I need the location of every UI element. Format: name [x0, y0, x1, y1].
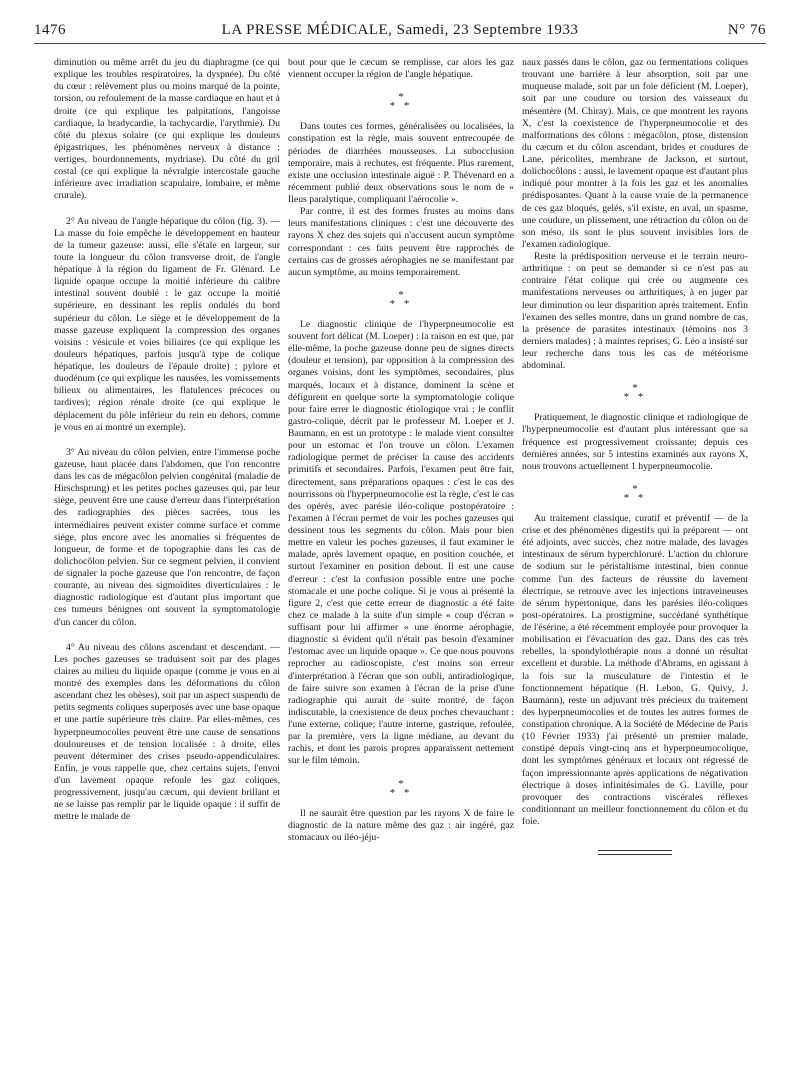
- paragraph: Pratiquement, le diagnostic clinique et radiologique de l'hyperpneumocolie est d'autant plus intéressant que sa fréquence est progressivement croissante; depuis ces dernières années, sur 5 intestins examinés aux rayons X, nous trouvons actuellement 1 hyperpneumocolie.: [522, 412, 748, 472]
- section-separator: * * *: [389, 91, 413, 113]
- column-left: [54, 57, 280, 1057]
- paragraph: naux passés dans le côlon, gaz ou fermentations coliques trouvant une barrière à leur absorption, soit par une muqueuse malade, soit par un foie déficient (M. Loeper), soit par une coudure ou torsion des vaisseaux du mésentère (M. Chiray). Mais, ce que montrent les rayons X, c'est la coexistence de l'hyperpneumocolie et des malformations des côlons : mégacôlon, ptose, distension du cæcum et du côlon ascendant, brides et coudures de Lane, péricolites, membrane de Jackson, et surtout, dolichocôlons : aussi, le lavement opaque est d'autant plus indiqué pour montrer à la fois les gaz et les anomalies prédisposantes. Quant à la cause vraie de la permanence de ces gaz bloqués, gelés, s'il existe, en aval, un spasme, une coudure, un plissement, une rétraction du côlon ou de son méso, ils sont le plus souvent invisibles lors de l'examen radiologique.: [522, 57, 748, 250]
- paragraph: Le diagnostic clinique de l'hyperpneumocolie est souvent fort délicat (M. Loeper) : la raison en est que, par elle-même, la poche gazeuse donne peu de signes directs (douleur et tension), par opposition à la compression des organes voisins, dont les symptômes, secondaires, plus marqués, locaux et à distance, dominent la scène et défigurent en quelque sorte la symptomatologie colique pour faire errer le diagnostic étiologique vrai ; le conflit gastro-colique, décrit par le professeur M. Loeper et J. Baumann, en est un prototype : le malade vient consulter pour un estomac et l'on trouve un côlon. L'examen radiologique permet de préciser la cause des accidents primitifs et secondaires. Parfois, l'examen peut être fait, directement, sans préparations opaques : c'est le cas des nourrissons où l'hyperpneumocolie est la règle, c'est le cas des opérés, avec parésie iléo-colique postopératoire : l'examen à l'écran permet de voir les poches gazeuses qui dessinent tous les segments du côlon. Mais pour bien mettre en valeur les poches gazeuses, il faut examiner le malade, après lavement opaque, en position couchée, et surtout l'examiner en position debout. Il est une cause d'erreur : c'est la confusion possible entre une poche stomacale et une poche colique. Si je vous ai présenté la figure 2, c'est que cette erreur de diagnostic a été faite chez ce malade à la suite d'un simple « coup d'écran » suffisant pour lui affirmer « une énorme aérophagie, diagnostic si évident qu'il n'était pas besoin d'examiner l'estomac avec un liquide opaque ». Ce que nous pouvons reprocher au radioscopiste, c'est moins son erreur d'interprétation à l'écran que son oubli, antiradiologique, de faire suivre son examen à l'écran de la prise d'une radiographie qui aurait de suite montré, de façon indiscutable, la coexistence de deux poches chevauchant : l'une externe, colique; l'autre interne, gastrique, refoulée, par la première, vers la ligne médiane, au devant du rachis, et dont les parois propres apparaissent nettement sur le film témoin.: [288, 318, 514, 767]
- header-rule: [34, 43, 766, 44]
- column-middle: [288, 57, 514, 1057]
- column-right: [522, 57, 748, 1057]
- paragraph: bout pour que le cæcum se remplisse, car alors les gaz viennent occuper la région de l'angle hépatique.: [288, 57, 514, 81]
- page-header: [34, 22, 766, 40]
- section-separator: * * *: [623, 382, 647, 404]
- paragraph: Dans toutes ces formes, généralisées ou localisées, la constipation est la règle, mais souvent entrecoupée de périodes de diarrhées mousseuses. La subocclusion temporaire, mais à rechutes, est fréquente. Plus rarement, existe une occlusion intestinale aiguë : P. Thévenard en a récemment publié deux observations sous le nom de « Ileus paralytique, compliquant l'aérocolie ».: [288, 121, 514, 205]
- publication-title: LA PRESSE MÉDICALE, Samedi, 23 Septembre 1933: [221, 22, 579, 38]
- paragraph: diminution ou même arrêt du jeu du diaphragme (ce qui explique les troubles respiratoires, la dyspnée). Du côté du cœur : relèvement plus ou moins marqué de la pointe, torsion, ou refoulement de la masse cardiaque en haut et à droite (ce qui explique les palpitations, l'angoisse cardiaque, la bradycardie, la tachycardie, l'arythmie). Du côté du plexus solaire (ce qui explique les douleurs épigastriques, les phénomènes nerveux à distance : vertiges, bourdonnements, mydriase). Du côté du gril costal (ce qui explique la névralgie intercostale gauche inférieure avec irradiation scapulaire, lombaire, et même crurale).: [54, 57, 280, 202]
- paragraph: 3° Au niveau du côlon pelvien, entre l'immense poche gazeuse, haut placée dans l'abdomen, que l'on rencontre dans les cas de mégacôlon pelvien congénital (maladie de Hirschsprung) et les petites poches gazeuses qui, par leur siège, peuvent être une cause d'erreur dans l'interprétation des radiographies des pièces sacrées, tous les intermédiaires peuvent exister comme surface et comme siège, plus encore avec les anomalies si fréquentes de longueur, de forme et de topographie dans les cas de dolichocôlon pelvien. Sur ce segment pelvien, il convient de signaler la poche gazeuse que l'on rencontre, de façon courante, au niveau des sigmoïdites diverticulaires : le diagnostic radiologique est d'autant plus important que ces tumeurs bénignes ont souvent la symptomatologie d'un cancer du côlon.: [54, 446, 280, 628]
- paragraph: Au traitement classique, curatif et préventif — de la crise et des phénomènes digestifs qui la préparent — ont été adjoints, avec succès, chez notre malade, des lavages intestinaux de sérum hyperchloruré. L'action du chlorure de sodium sur le péristaltisme intestinal, bien connue comme l'un des facteurs de réussite du lavement électrique, se retrouve avec les injections intraveineuses de sérum hypertonique, dans les parésies iléo-coliques post-opératoires. La prostigmine, succédané synthétique de l'ésérine, a été récemment employée pour provoquer la mobilisation et l'évacuation des gaz. Dans des cas très rebelles, la spondylothérapie nous a donné un résultat excellent et durable. La méthode d'Abrams, en agissant à la fois sur la musculature de l'intestin et le fonctionnement hépatique (H. Lebon, G. Quivy, J. Baumann), reste un adjuvant très précieux du traitement des hyperpneumocolies et de toutes les autres formes de constipation chronique. A la Société de Médecine de Paris (10 Février 1933) j'ai présenté un premier malade, constipé depuis vingt-cinq ans et hyperpneumocolique, dont les symptômes généraux et locaux ont régressé de façon impressionnante après applications de négativation électrique à doses infinitésimales de G. Laville, pour provoquer des contractions viscérales réflexes conditionnant un meilleur fonctionnement du côlon et du foie.: [522, 512, 748, 827]
- end-rule: [598, 854, 672, 855]
- paragraph: Par contre, il est des formes frustes au moins dans leurs manifestations cliniques : c'est une découverte des rayons X chez des sujets qui n'accusent aucun symptôme correspondant : ces faits peuvent être rapprochés de certains cas de grosses aérophagies ne se manifestant par aucun symptôme, au moins temporairement.: [288, 206, 514, 278]
- section-separator: * * *: [389, 777, 413, 799]
- section-separator: * * *: [389, 288, 413, 310]
- page-number: 1476: [34, 22, 66, 38]
- paragraph: 4° Au niveau des côlons ascendant et descendant. — Les poches gazeuses se traduisent soit par des plages claires au milieu du liquide opaque (comme je vous en ai montré des exemples dans les déformations du côlon ascendant chez les obèses), soit par un aspect suspendu de petits segments coliques superposés avec une base opaque et une partie supérieure très claire. Par elles-mêmes, ces hyperpneumocolies peuvent être une cause de sensations douloureuses et de tension localisée : à droite, elles peuvent déterminer des crises pseudo-appendiculaires. Enfin, je vous rappelle que, chez certains sujets, l'envoi d'un lavement opaque refoule les gaz coliques, progressivement, jusqu'au cæcum, qui devient brillant et ne se laisse pas remplir par le liquide opaque : il suffit de mettre le malade de: [54, 641, 280, 823]
- section-separator: * * *: [623, 482, 647, 504]
- paragraph: 2° Au niveau de l'angle hépatique du côlon (fig. 3). — La masse du foie empêche le développement en hauteur de la tumeur gazeuse: aussi, elle s'étale en largeur, sur toute la longueur du côlon transverse droit, de l'angle hépatique à la région du ligament de Fr. Glénard. Le liquide opaque occupe la moitié inférieure du calibre intestinal souvent doublé : le gaz occupe la moitié supérieure, en dessinant les replis ondulés du bord supérieur du côlon. Le siège et le développement de la masse gazeuse expliquent la compression des organes voisins : vésicule et voies biliaires (ce qui explique les douleurs hépatiques, parfois jusqu'à type de colique hépatique, les douleurs de l'épaule droite) ; pylore et duodénum (ce qui explique les nausées, les vomissements bilieux ou alimentaires, les flatulences précoces ou tardives); région rénale droite (ce qui explique le déplacement du pôle inférieur du rein en dehors, comme je vous en ai montré un exemple).: [54, 215, 280, 433]
- paragraph: Reste la prédisposition nerveuse et le terrain neuro-arthritique : on peut se demander si ce n'est pas au contraire l'état colique qui crée ou augmente ces manifestations nerveuses ou arthritiques, à en juger par leur diminution ou leur disparition après traitement. Enfin l'examen des selles montre, dans un grand nombre de cas, la présence de parasites intestinaux (témoins nos 3 derniers malades) ; à maintes reprises, G. Léo a insisté sur leur recherche dans tous les cas de météorisme abdominal.: [522, 251, 748, 372]
- issue-number: N° 76: [727, 22, 766, 38]
- end-rule: [598, 850, 672, 851]
- paragraph: Il ne saurait être question par les rayons X de faire le diagnostic de la nature même des gaz : air ingéré, gaz stomacaux ou iléo-jéju-: [288, 807, 514, 843]
